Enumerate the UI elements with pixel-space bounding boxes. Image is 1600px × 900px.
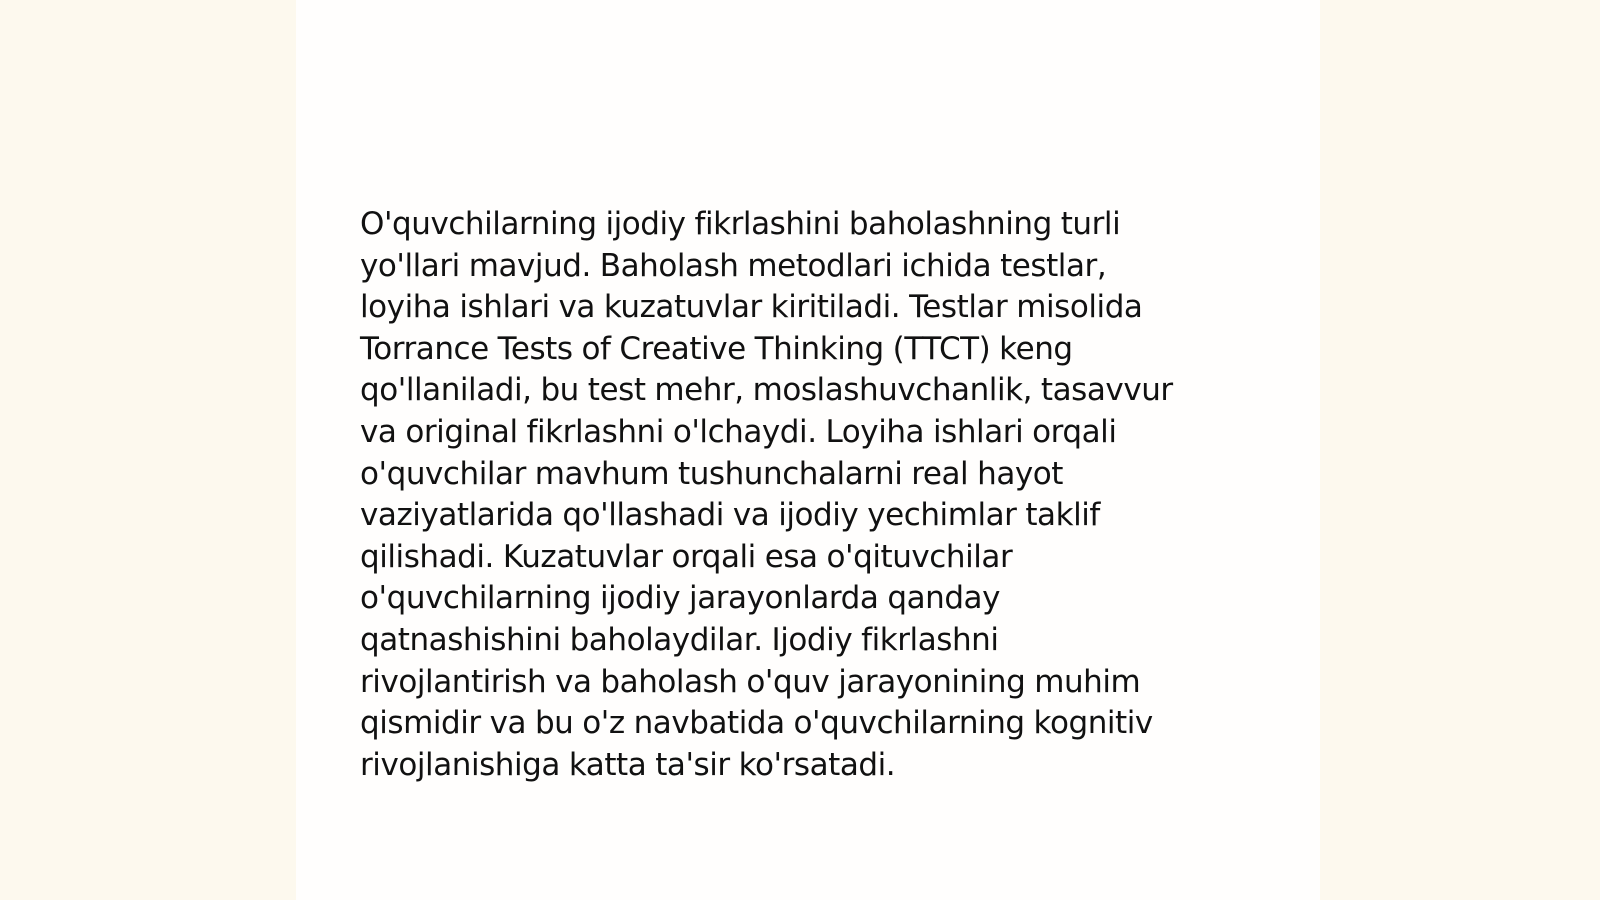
paragraph-line: O'quvchilarning ijodiy fikrlashini baholashning turli xyxy=(360,206,1121,242)
paragraph-line: o'quvchilarning ijodiy jarayonlarda qanday xyxy=(360,580,1000,617)
paragraph-line: qilishadi. Kuzatuvlar orqali esa o'qituvchilar xyxy=(360,538,1013,575)
paragraph-line: rivojlanishiga katta ta'sir ko'rsatadi. xyxy=(360,746,896,783)
paragraph-line: qismidir va bu o'z navbatida o'quvchilarning kognitiv xyxy=(360,705,1153,742)
paragraph-line: va original fikrlashni o'lchaydi. Loyiha ishlari orqali xyxy=(360,413,1117,450)
paragraph-line: qatnashishini baholaydilar. Ijodiy fikrlashni xyxy=(360,621,999,658)
paragraph-line: qo'llaniladi, bu test mehr, moslashuvchanlik, tasavvur xyxy=(360,372,1173,409)
paragraph-line: Torrance Tests of Creative Thinking (TTCT) keng xyxy=(360,330,1073,367)
paragraph-line: vaziyatlarida qo'llashadi va ijodiy yechimlar taklif xyxy=(360,497,1100,534)
body-paragraph xyxy=(360,204,1240,786)
paragraph-line: rivojlantirish va baholash o'quv jarayonining muhim xyxy=(360,663,1141,700)
paragraph-line: yo'llari mavjud. Baholash metodlari ichida testlar, xyxy=(360,247,1107,284)
paragraph-line: o'quvchilar mavhum tushunchalarni real hayot xyxy=(360,455,1063,492)
paragraph-line: loyiha ishlari va kuzatuvlar kiritiladi. Testlar misolida xyxy=(360,289,1143,326)
